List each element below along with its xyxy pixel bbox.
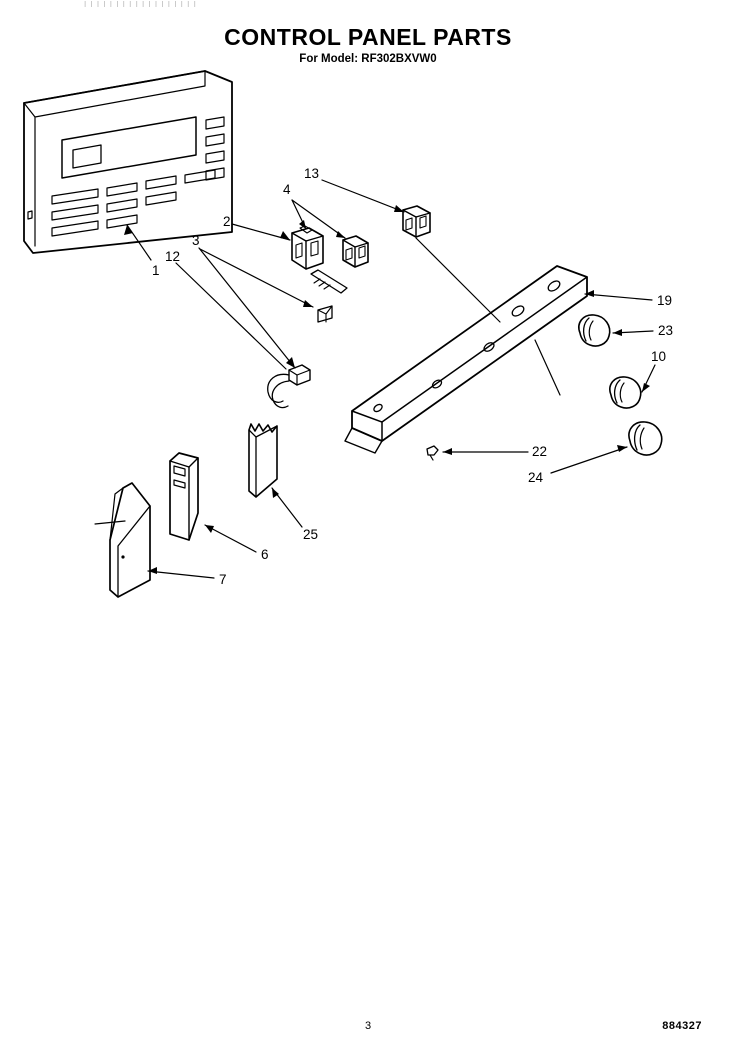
part-side-trim-panel	[110, 483, 150, 597]
document-number: 884327	[662, 1020, 702, 1032]
callout-2: 2	[223, 214, 231, 229]
part-bracket-center	[249, 424, 277, 497]
callout-22: 22	[532, 444, 548, 459]
part-end-cap-bracket	[170, 453, 198, 540]
callout-7: 7	[219, 572, 227, 587]
callout-19: 19	[657, 293, 673, 308]
page-title: CONTROL PANEL PARTS	[224, 24, 512, 50]
part-switch-upper-right	[403, 206, 430, 237]
part-knob-lower	[629, 422, 662, 455]
callout-24: 24	[528, 470, 544, 485]
part-screw-hardware	[427, 446, 438, 460]
part-knob-middle	[610, 377, 641, 408]
page-number: 3	[364, 1020, 372, 1032]
callout-23: 23	[658, 323, 674, 338]
part-panel-rail	[345, 266, 587, 453]
part-switch-small	[343, 236, 368, 267]
part-screw-small	[311, 270, 347, 322]
callout-10: 10	[651, 349, 667, 364]
top-barcode-text: I I I I I I I I I I I I I I I I I I	[84, 0, 197, 9]
callout-1: 1	[152, 263, 160, 278]
leader-lines	[95, 180, 655, 578]
callout-25: 25	[303, 527, 319, 542]
callout-4: 4	[283, 182, 291, 197]
callout-3: 3	[192, 233, 200, 248]
callout-6: 6	[261, 547, 269, 562]
model-subtitle: For Model: RF302BXVW0	[299, 53, 437, 65]
part-wire-harness	[268, 365, 310, 408]
part-knob-upper	[579, 315, 610, 346]
callout-13: 13	[304, 166, 320, 181]
part-switch-block	[292, 226, 323, 269]
callout-12: 12	[165, 249, 181, 264]
